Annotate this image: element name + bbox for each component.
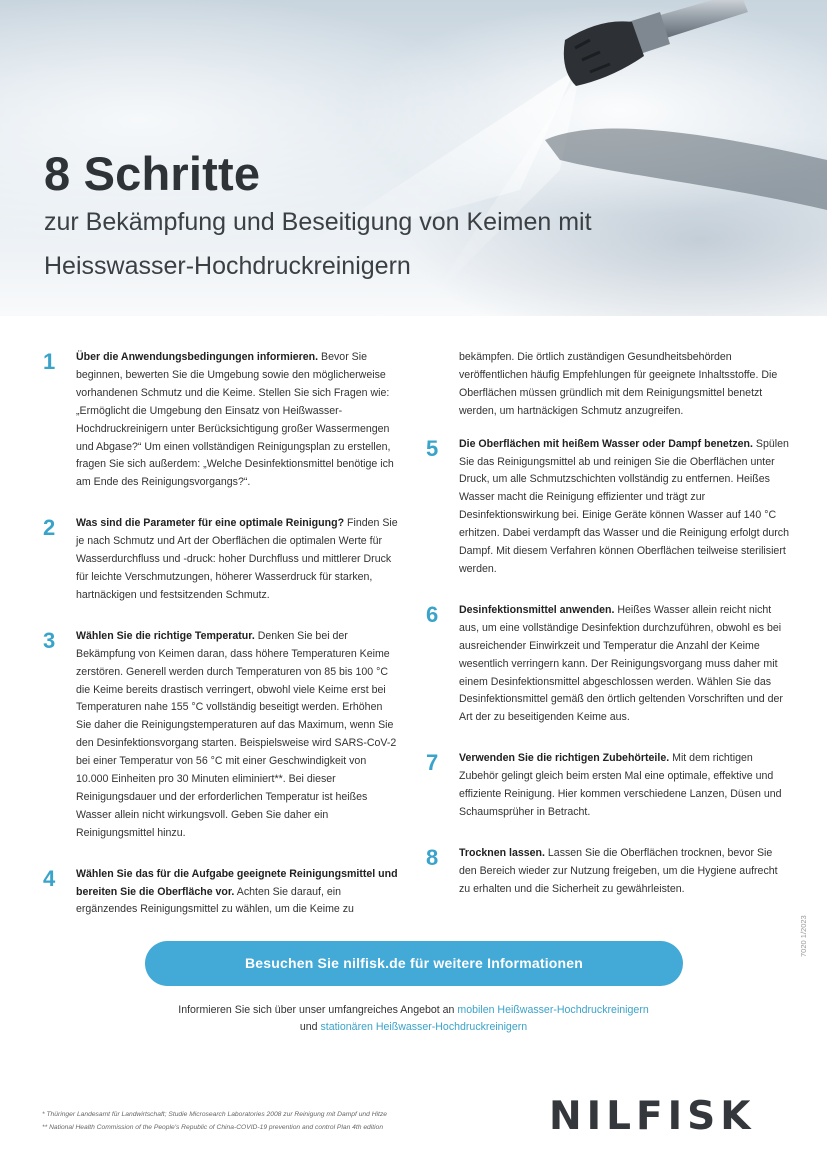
step-heading: Die Oberflächen mit heißem Wasser oder Dampf benetzen. bbox=[459, 437, 753, 450]
info-line-1 bbox=[0, 1004, 827, 1016]
steps-column-left bbox=[43, 349, 398, 942]
steps-column-right bbox=[426, 349, 789, 922]
step-4 bbox=[43, 865, 398, 920]
footnote-1: * Thüringer Landesamt für Landwirtschaft; Studie Microsearch Laboratories 2008 zur Reinigung mit Dampf und Hitze bbox=[42, 1111, 387, 1118]
step-heading: Über die Anwendungsbedingungen informieren. bbox=[76, 351, 319, 363]
step-8 bbox=[426, 844, 789, 899]
info-text: Informieren Sie sich über unser umfangreiches Angebot an bbox=[178, 1004, 458, 1016]
footnote-2: ** National Health Commission of the People's Republic of China-COVID-19 prevention and control Plan 4th edition bbox=[42, 1124, 384, 1131]
step-number: 5 bbox=[426, 435, 439, 461]
step-4-continuation: bekämpfen. Die örtlich zuständigen Gesundheitsbehörden veröffentlichen häufig Empfehlungen für geeignete Inhaltsstoffe. Die Oberflächen müssen gründlich mit dem Reinigungsmittel benetzt werden, um hartnäckigen Schmutz anzugreifen. bbox=[459, 351, 778, 417]
page-subtitle-line1: zur Bekämpfung und Beseitigung von Keimen mit bbox=[44, 208, 592, 236]
step-heading: Wählen Sie das für die Aufgabe geeignete Reinigungsmittel und bereiten Sie die Oberfläche vor. bbox=[76, 867, 398, 898]
step-3 bbox=[43, 627, 398, 843]
step-number: 8 bbox=[426, 844, 439, 870]
step-text: Bevor Sie beginnen, bewerten Sie die Umgebung sowie den möglicherweise vorhandenen Schmutz und die Keime. Stellen Sie sich Fragen wie: „Ermöglicht die Umgebung den Einsatz von Heißwasser-Hochdruckreinigern unter Berücksichtigung großer Wassermengen und Abgase?“ Um einen vollständigen Reinigungsplan zu erstellen, fragen Sie sich außerdem: „Welche Desinfektionsmittel benötige ich am Ende des Reinigungsvorgangs?“. bbox=[76, 351, 394, 489]
step-heading: Was sind die Parameter für eine optimale Reinigung? bbox=[76, 517, 345, 530]
step-heading: Trocknen lassen. bbox=[459, 846, 545, 859]
info-line-2 bbox=[0, 1021, 827, 1033]
step-2 bbox=[43, 515, 398, 605]
step-heading: Desinfektionsmittel anwenden. bbox=[459, 603, 615, 616]
step-text: Spülen Sie das Reinigungsmittel ab und reinigen Sie die Oberflächen unter Druck, um alle Schmutzschichten vollständig zu entfernen. Heißes Wasser macht die Reinigung effizienter und trägt zur Desinfektionswirkung bei. Einige Geräte können Wasser auf 140 °C erhitzen. Dabei verdampft das Wasser und die Reinigung erfolgt durch Dampf. Mit diesem Verfahren können Oberflächen teilweise sterilisiert werden. bbox=[459, 437, 789, 575]
step-heading: Verwenden Sie die richtigen Zubehörteile. bbox=[459, 752, 670, 765]
page-title: 8 Schritte bbox=[44, 147, 261, 200]
stationary-washers-link[interactable]: stationären Heißwasser-Hochdruckreinigern bbox=[320, 1021, 528, 1033]
step-number: 1 bbox=[43, 349, 56, 374]
step-number: 2 bbox=[43, 515, 56, 541]
step-number: 4 bbox=[43, 865, 56, 891]
step-1 bbox=[43, 349, 398, 492]
visit-website-button[interactable]: Besuchen Sie nilfisk.de für weitere Informationen bbox=[145, 941, 683, 986]
mobile-washers-link[interactable]: mobilen Heißwasser-Hochdruckreinigern bbox=[457, 1004, 649, 1016]
step-number: 3 bbox=[43, 627, 56, 653]
step-text: Finden Sie je nach Schmutz und Art der Oberflächen die optimalen Werte für Wasserdurchfluss und -druck: hoher Durchfluss und mittlerer Druck für leichte Verschmutzungen, höherer Wasserdruck für starken, hartnäckigen und festsitzenden Schmutz. bbox=[76, 517, 398, 601]
step-text: Denken Sie bei der Bekämpfung von Keimen daran, dass höhere Temperaturen Keime zerstören. Generell werden durch Temperaturen von 85 bis 100 °C die Keime bereits drastisch verringert, obwohl viele Keime erst bei Temperaturen nahe 155 °C vollständig beseitigt werden. Erhöhen Sie daher die Reinigungstemperaturen auf das Maximum, wenn Sie den Desinfektionsvorgang starten. Beispielsweise wird SARS-CoV-2 bei einer Temperatur von 56 °C mit einer Geschwindigkeit von 10.000 Einheiten pro 30 Minuten eliminiert**. Bei dieser Reinigungsdauer und der erforderlichen Temperatur ist heißes Wasser allein nicht wirkungsvoll. Geben Sie daher ein Reinigungsmittel hinzu. bbox=[76, 629, 397, 839]
step-number: 6 bbox=[426, 601, 439, 627]
step-text: Heißes Wasser allein reicht nicht aus, um eine vollständige Desinfektion durchzuführen, obwohl es bei ausreichender Einwirkzeit und Temperatur die Anzahl der Keime wesentlich verringern kann. Der Reinigungsvorgang muss daher mit einem Desinfektionsmittel abgeschlossen werden. Wählen Sie das Desinfektionsmittel gemäß den örtlich geltenden Vorschriften und der Art der zu beseitigenden Keime aus. bbox=[459, 603, 783, 724]
hero-banner bbox=[0, 0, 827, 316]
step-text: Mit dem richtigen Zubehör gelingt gleich beim ersten Mal eine optimale, effektive und effiziente Reinigung. Hier kommen verschiedene Lanzen, Düsen und Schaumsprüher in Betracht. bbox=[459, 752, 782, 818]
step-heading: Wählen Sie die richtige Temperatur. bbox=[76, 629, 255, 642]
document-code: 7020 1/2023 bbox=[799, 915, 808, 957]
step-6 bbox=[426, 601, 789, 727]
step-number: 7 bbox=[426, 750, 439, 776]
step-text: Lassen Sie die Oberflächen trocknen, bevor Sie den Bereich wieder zur Nutzung freigeben, um die Hygiene aufrecht zu erhalten und die Sicherheit zu gewährleisten. bbox=[459, 846, 778, 895]
step-text: Achten Sie darauf, ein ergänzendes Reinigungsmittel zu wählen, um die Keime zu bbox=[76, 885, 354, 916]
step-7 bbox=[426, 750, 789, 822]
page-subtitle-line2: Heisswasser-Hochdruckreinigern bbox=[44, 252, 411, 280]
step-5 bbox=[426, 435, 789, 579]
nilfisk-logo: NILFISK bbox=[549, 1094, 756, 1139]
info-text: und bbox=[299, 1021, 321, 1033]
